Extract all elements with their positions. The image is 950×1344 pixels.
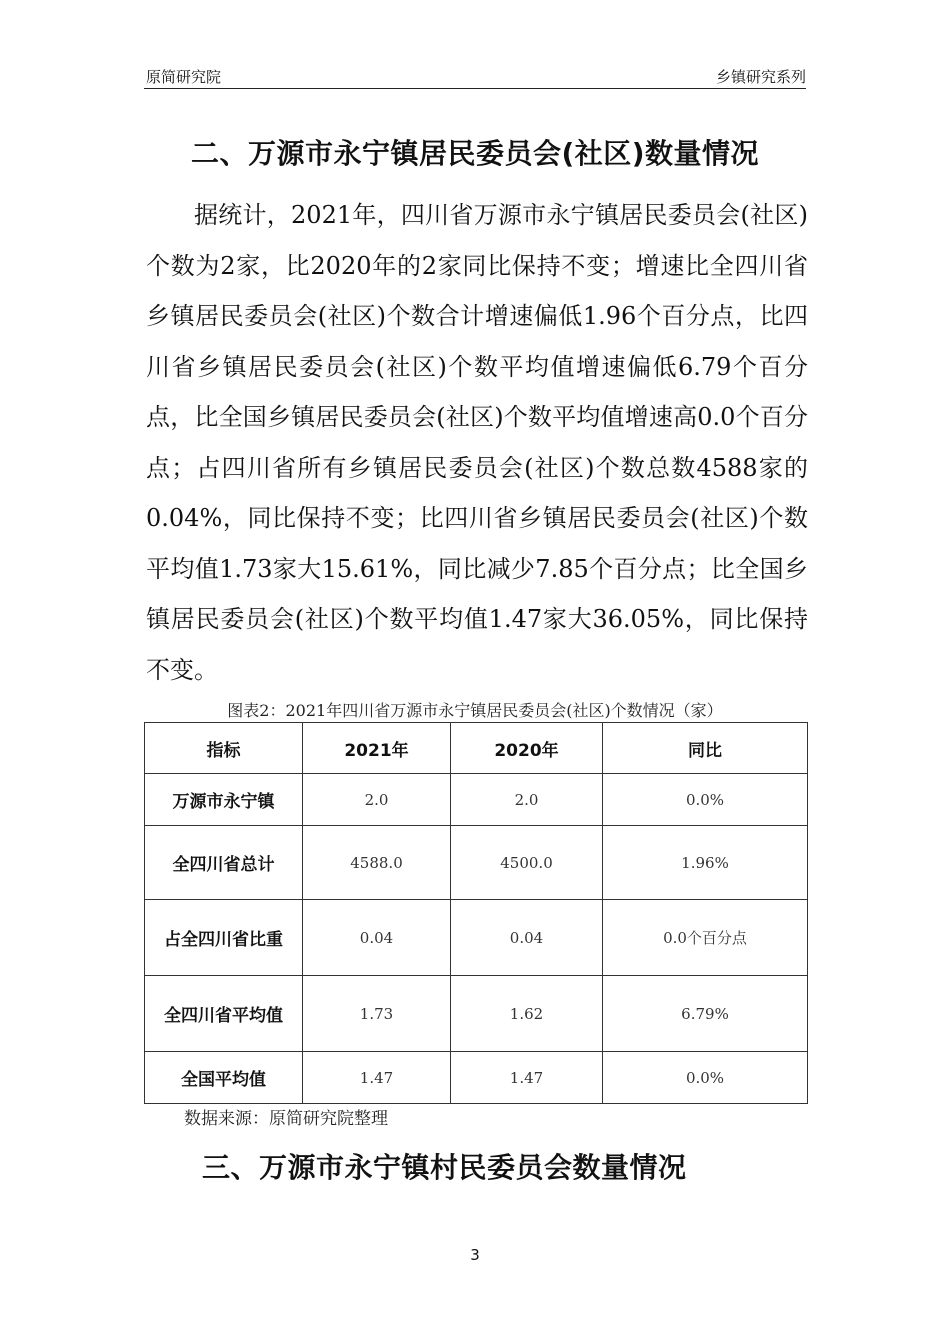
table-row: [145, 976, 808, 1052]
header-cell-2020: 2020年: [451, 723, 603, 774]
cell-yoy: 0.0%: [603, 774, 808, 826]
table-row: [145, 900, 808, 976]
cell-2020: 1.62: [451, 976, 603, 1052]
data-source-note: 数据来源：原简研究院整理: [184, 1109, 388, 1129]
cell-2021: 0.04: [303, 900, 451, 976]
header-series-name: 乡镇研究系列: [715, 68, 806, 86]
cell-2020: 0.04: [451, 900, 603, 976]
stats-table: [144, 722, 808, 1104]
table-header-row: [145, 723, 808, 774]
row-label: 全四川省总计: [145, 826, 303, 900]
table-caption: 图表2：2021年四川省万源市永宁镇居民委员会(社区)个数情况（家）: [227, 701, 723, 720]
table-row: [145, 826, 808, 900]
cell-2021: 4588.0: [303, 826, 451, 900]
row-label: 万源市永宁镇: [145, 774, 303, 826]
header-cell-yoy: 同比: [603, 723, 808, 774]
cell-2021: 1.73: [303, 976, 451, 1052]
table-row: [145, 774, 808, 826]
cell-2020: 1.47: [451, 1052, 603, 1104]
page-number: 3: [470, 1246, 480, 1264]
cell-2021: 1.47: [303, 1052, 451, 1104]
cell-yoy: 0.0%: [603, 1052, 808, 1104]
header-cell-indicator: 指标: [145, 723, 303, 774]
header-cell-2021: 2021年: [303, 723, 451, 774]
header-divider: [144, 88, 806, 89]
cell-2020: 4500.0: [451, 826, 603, 900]
cell-yoy: 6.79%: [603, 976, 808, 1052]
cell-2020: 2.0: [451, 774, 603, 826]
row-label: 占全四川省比重: [145, 900, 303, 976]
cell-2021: 2.0: [303, 774, 451, 826]
header-org-name: 原简研究院: [146, 68, 222, 86]
cell-yoy: 0.0个百分点: [603, 900, 808, 976]
cell-yoy: 1.96%: [603, 826, 808, 900]
section-3-title: 三、万源市永宁镇村民委员会数量情况: [202, 1151, 687, 1184]
row-label: 全四川省平均值: [145, 976, 303, 1052]
row-label: 全国平均值: [145, 1052, 303, 1104]
table-row: [145, 1052, 808, 1104]
section-2-title: 二、万源市永宁镇居民委员会(社区)数量情况: [190, 137, 760, 170]
section-2-paragraph: 据统计，2021年，四川省万源市永宁镇居民委员会(社区)个数为2家，比2020年的2家同比保持不变；增速比全四川省乡镇居民委员会(社区)个数合计增速偏低1.96个百分点，比四川省乡镇居民委员会(社区)个数平均值增速偏低6.79个百分点，比全国乡镇居民委员会(社区)个数平均值增速高0.0个百分点；占四川省所有乡镇居民委员会(社区)个数总数4588家的0.04%，同比保持不变；比四川省乡镇居民委员会(社区)个数平均值1.73家大15.61%，同比减少7.85个百分点；比全国乡镇居民委员会(社区)个数平均值1.47家大36.05%，同比保持不变。: [146, 201, 808, 684]
